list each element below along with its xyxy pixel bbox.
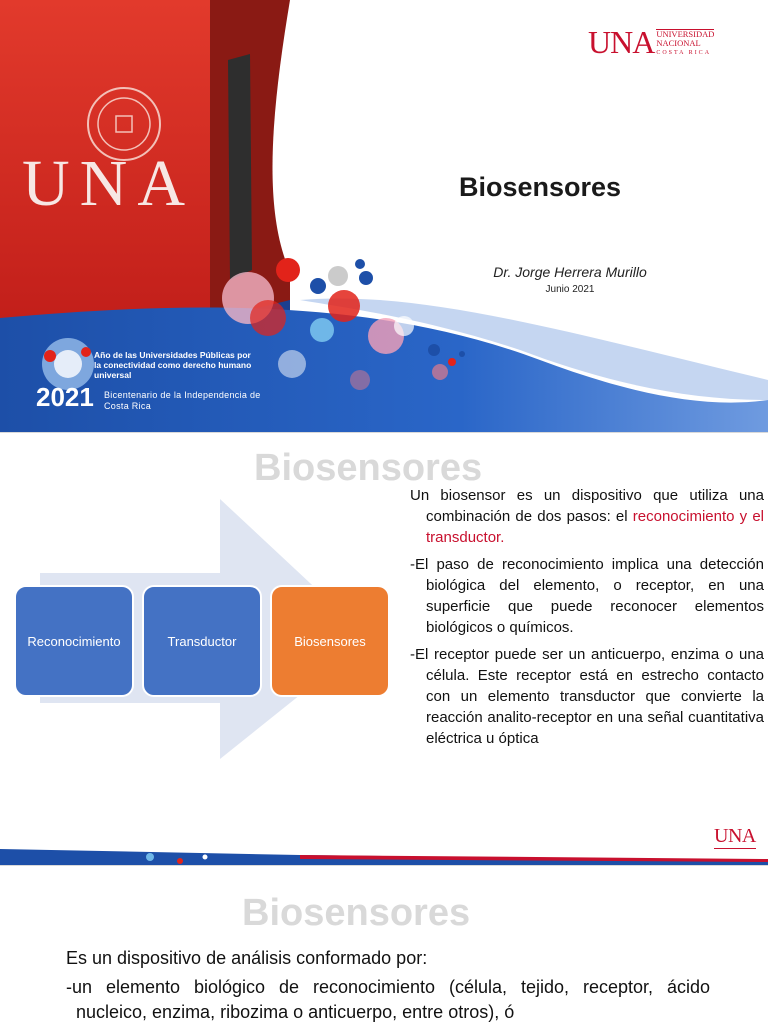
- slide-heading: Biosensores: [254, 447, 483, 489]
- author-name: Dr. Jorge Herrera Murillo: [493, 264, 647, 280]
- definition-slide: [0, 433, 768, 865]
- paragraph-2: -El paso de reconocimiento implica una detección biológica del elemento, o receptor, en una superficie que puede reconocer elementos biológicos o químicos.: [410, 556, 764, 636]
- composition-slide: [0, 866, 768, 1024]
- building-sign: UNA: [22, 147, 195, 220]
- step-box-2: [142, 585, 262, 697]
- paragraph-1: [410, 485, 764, 548]
- logo-line-3: COSTA RICA: [656, 50, 712, 56]
- badge-year: 2021: [36, 382, 94, 412]
- logo-text: [656, 29, 714, 56]
- title-slide: [0, 0, 768, 432]
- badge-bicentennial: Bicentenario de la Independencia de Costa Rica: [104, 390, 261, 411]
- footer-logo-text: UNA: [714, 825, 756, 847]
- slide-title: Biosensores: [458, 172, 622, 202]
- logo-line-1: UNIVERSIDAD: [656, 29, 715, 39]
- step-label-2: Transductor: [167, 633, 237, 649]
- composition-intro: Es un dispositivo de análisis conformado por:: [66, 948, 428, 968]
- step-label-3: Biosensores: [294, 633, 366, 649]
- paragraph-1-text: Un biosensor es un dispositivo que utiliza una combinación de dos pasos: el: [410, 487, 764, 525]
- slide-heading: Biosensores: [242, 892, 471, 934]
- highlighted-text: reconocimiento y el transductor.: [426, 508, 765, 546]
- presentation-date: Junio 2021: [545, 284, 595, 295]
- badge-motto: Año de las Universidades Públicas por la conectividad como derecho humano universal: [94, 350, 252, 380]
- step-label-1: Reconocimiento: [27, 633, 121, 649]
- composition-text: [66, 946, 710, 1024]
- step-box-3: [270, 585, 390, 697]
- step-box-1: [14, 585, 134, 697]
- logo-acronym: UNA: [588, 24, 655, 60]
- composition-item: -un elemento biológico de reconocimiento (célula, tejido, receptor, ácido nucleico, enzima, ribozima o anticuerpo, entre otros), ó: [66, 977, 710, 1022]
- definition-text: [410, 485, 764, 755]
- logo-line-2: NACIONAL: [656, 37, 701, 48]
- footer-strip: [0, 849, 768, 865]
- paragraph-3: -El receptor puede ser un anticuerpo, enzima o una célula. Este receptor está en estrecho contacto con un elemento transductor que convierte la reacción analito-receptor en una señal cuantitativa eléctrica u óptica: [410, 646, 764, 747]
- footer-logo: [714, 825, 756, 849]
- university-logo: [588, 24, 714, 61]
